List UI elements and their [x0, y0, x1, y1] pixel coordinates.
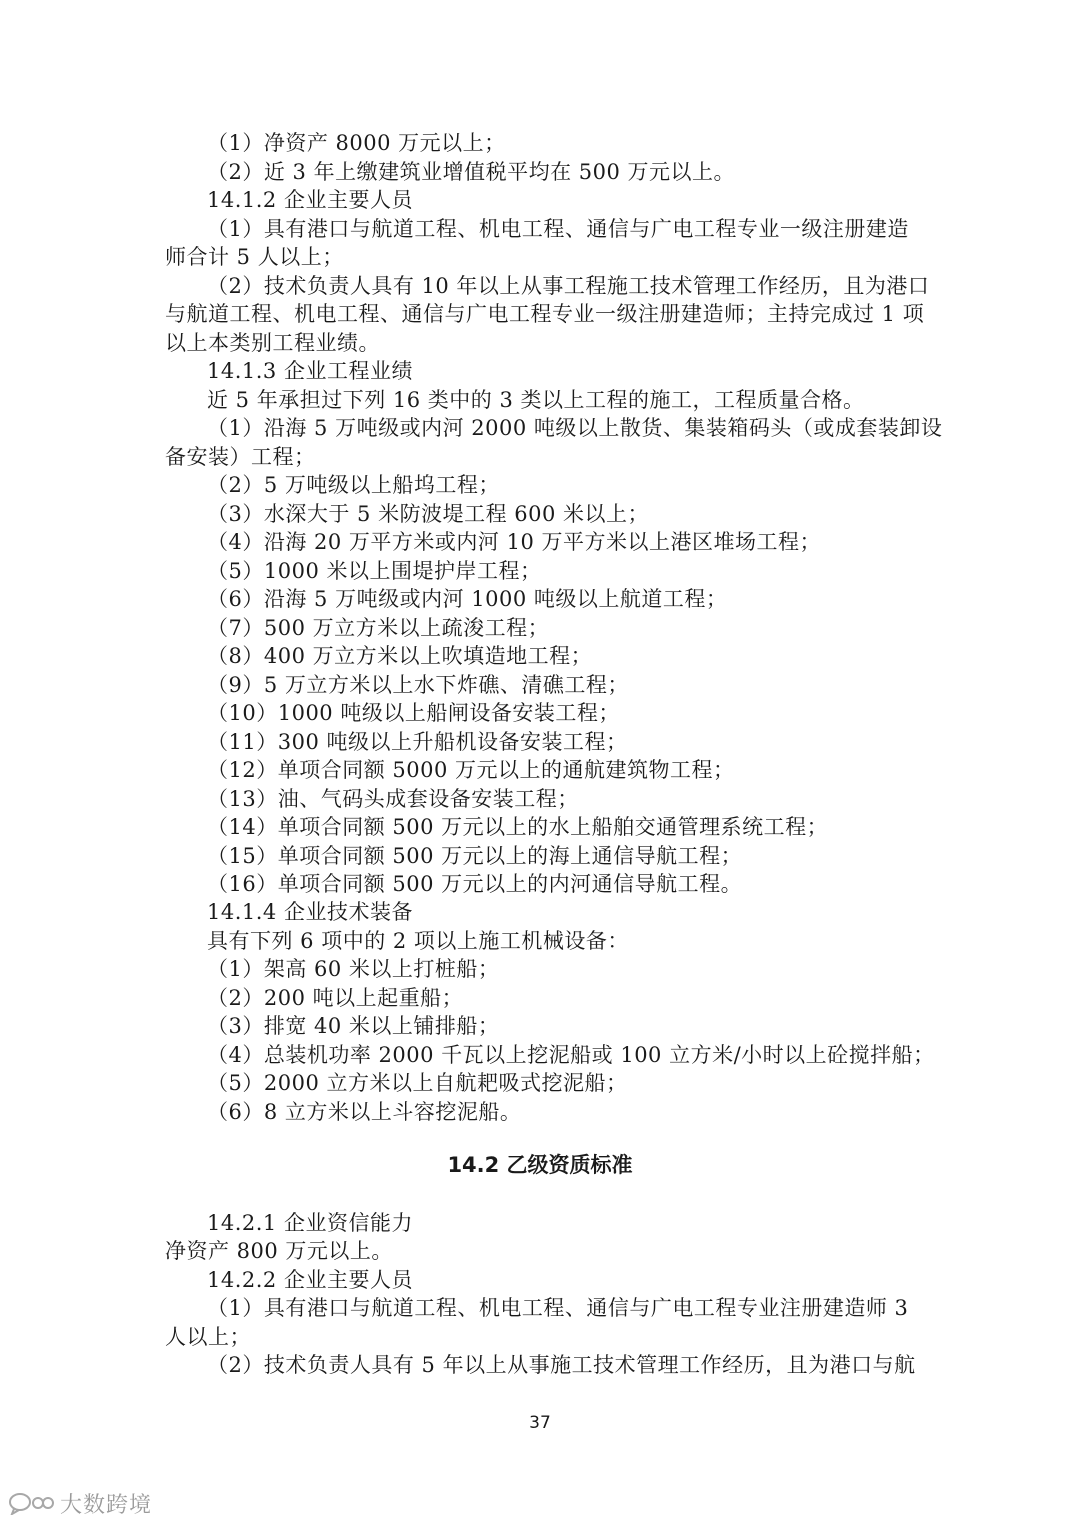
watermark-text: 大数跨境 — [60, 1492, 153, 1518]
text-line: （2）技术负责人具有 5 年以上从事施工技术管理工作经历，且为港口与航 — [207, 1353, 916, 1377]
watermark — [8, 1487, 152, 1519]
text-line: 人以上； — [165, 1325, 251, 1349]
text-line: （2）技术负责人具有 10 年以上从事工程施工技术管理工作经历，且为港口 — [207, 274, 930, 298]
list-item: （10）1000 吨级以上船闸设备安装工程； — [207, 701, 620, 725]
section-heading: 14.1.3 企业工程业绩 — [207, 359, 413, 383]
list-item: （11）300 吨级以上升船机设备安装工程； — [207, 730, 628, 754]
list-item: （13）油、气码头成套设备安装工程； — [207, 787, 579, 811]
text-line: 近 5 年承担过下列 16 类中的 3 类以上工程的施工，工程质量合格。 — [207, 388, 865, 412]
text-line: （2）近 3 年上缴建筑业增值税平均在 500 万元以上。 — [207, 160, 736, 184]
list-item: （16）单项合同额 500 万元以上的内河通信导航工程。 — [207, 872, 743, 896]
text-line: （1）净资产 8000 万元以上； — [207, 131, 506, 155]
list-item: （1）架高 60 米以上打桩船； — [207, 957, 500, 981]
section-heading: 14.2.2 企业主要人员 — [207, 1268, 413, 1292]
list-item: （5）1000 米以上围堤护岸工程； — [207, 559, 542, 583]
section-heading: 14.2.1 企业资信能力 — [207, 1211, 413, 1235]
list-item: （5）2000 立方米以上自航耙吸式挖泥船； — [207, 1071, 628, 1095]
page-number: 37 — [529, 1413, 551, 1433]
list-item: （4）总装机功率 2000 千瓦以上挖泥船或 100 立方米/小时以上砼搅拌船； — [207, 1043, 935, 1067]
list-item: （14）单项合同额 500 万元以上的水上船舶交通管理系统工程； — [207, 815, 829, 839]
text-line: 具有下列 6 项中的 2 项以上施工机械设备： — [207, 929, 629, 953]
text-line: 净资产 800 万元以上。 — [165, 1239, 393, 1263]
subsection-title: 14.2 乙级资质标准 — [447, 1153, 633, 1177]
list-item: （6）沿海 5 万吨级或内河 1000 吨级以上航道工程； — [207, 587, 728, 611]
list-item: （6）8 立方米以上斗容挖泥船。 — [207, 1100, 522, 1124]
text-line: 师合计 5 人以上； — [165, 245, 344, 269]
list-item: （15）单项合同额 500 万元以上的海上通信导航工程； — [207, 844, 743, 868]
list-item: （12）单项合同额 5000 万元以上的通航建筑物工程； — [207, 758, 735, 782]
chat-bubble-logo-icon — [8, 1491, 54, 1515]
list-item: （3）排宽 40 米以上铺排船； — [207, 1014, 500, 1038]
text-line: 与航道工程、机电工程、通信与广电工程专业一级注册建造师；主持完成过 1 项 — [165, 302, 925, 326]
list-item: （3）水深大于 5 米防波堤工程 600 米以上； — [207, 502, 650, 526]
text-line: 以上本类别工程业绩。 — [165, 331, 380, 355]
list-item: （8）400 万立方米以上吹填造地工程； — [207, 644, 593, 668]
list-item: （2）200 吨以上起重船； — [207, 986, 464, 1010]
text-line: （1）具有港口与航道工程、机电工程、通信与广电工程专业一级注册建造 — [207, 217, 909, 241]
list-item: （7）500 万立方米以上疏浚工程； — [207, 616, 550, 640]
text-line: （1）具有港口与航道工程、机电工程、通信与广电工程专业注册建造师 3 — [207, 1296, 909, 1320]
text-line: 备安装）工程； — [165, 445, 316, 469]
list-item: （2）5 万吨级以上船坞工程； — [207, 473, 500, 497]
list-item: （9）5 万立方米以上水下炸礁、清礁工程； — [207, 673, 629, 697]
section-heading: 14.1.4 企业技术装备 — [207, 900, 413, 924]
list-item: （4）沿海 20 万平方米或内河 10 万平方米以上港区堆场工程； — [207, 530, 822, 554]
text-line: （1）沿海 5 万吨级或内河 2000 吨级以上散货、集装箱码头（或成套装卸设 — [207, 416, 943, 440]
section-heading: 14.1.2 企业主要人员 — [207, 188, 413, 212]
